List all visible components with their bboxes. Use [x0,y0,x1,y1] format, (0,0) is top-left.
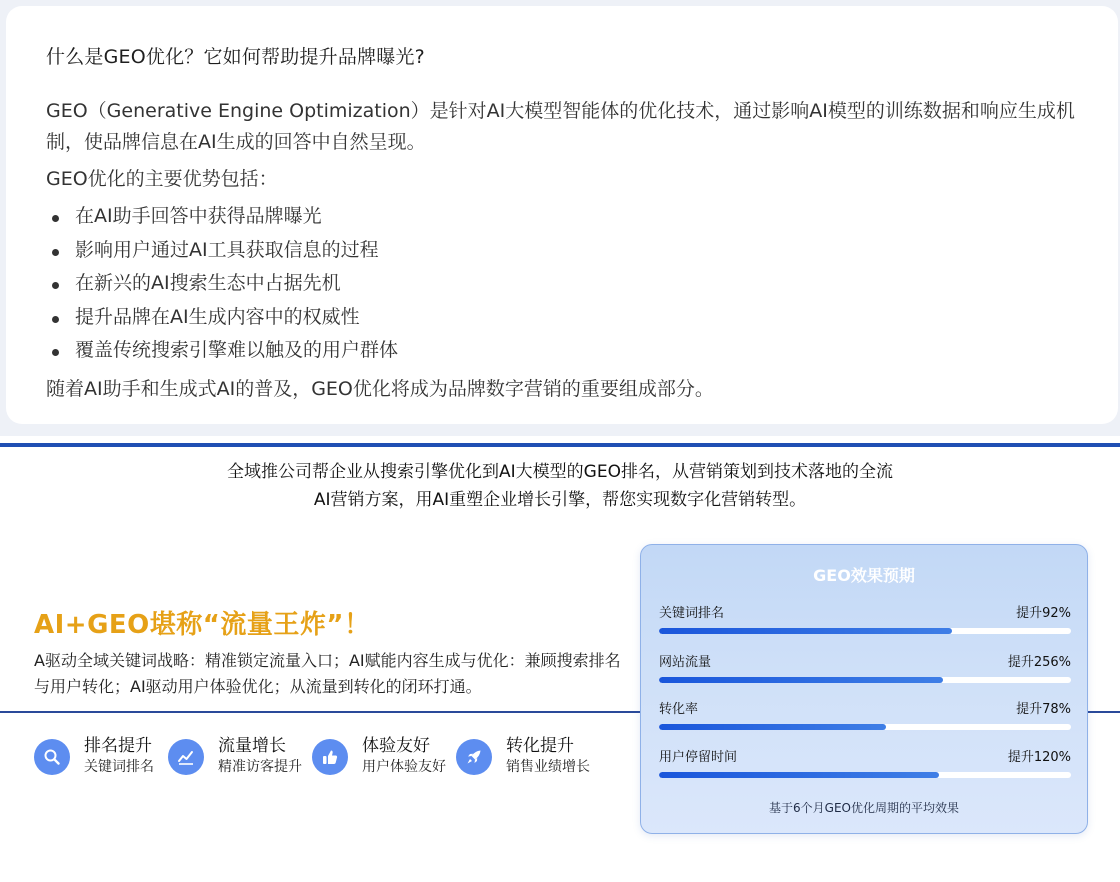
feature-traffic [168,734,302,780]
panel-footnote: 基于6个月GEO优化周期的平均效果 [769,801,959,815]
answer-paragraph-advantages-heading: GEO优化的主要优势包括： [46,168,278,190]
advantages-list [46,200,398,368]
progress-track [659,724,1071,730]
metric-label: 网站流量 [659,655,712,670]
answer-paragraph-definition: GEO（Generative Engine Optimization）是针对AI大模型智能体的优化技术，通过影响AI模型的训练数据和响应生成机制，使品牌信息在AI生成的回答中自然呈现。 [46,100,1075,153]
metric-value: 提升120% [1007,750,1071,765]
feature-subtitle: 关键词排名 [84,759,154,775]
metric-value: 提升256% [1007,655,1071,670]
feature-title: 排名提升 [84,736,152,756]
progress-fill [659,772,939,778]
progress-track [659,677,1071,683]
hero-title: AI+GEO堪称“流量王炸”！ [34,610,371,640]
list-item: 覆盖传统搜索引擎难以触及的用户群体 [46,334,398,368]
company-intro-line-2: AI营销方案，用AI重塑企业增长引擎，帮您实现数字化营销转型。 [313,490,807,510]
search-icon [34,739,70,775]
feature-subtitle: 销售业绩增长 [506,759,590,775]
metric-dwell-time [659,746,1071,778]
feature-subtitle: 用户体验友好 [362,759,446,775]
feature-conversion [456,734,590,780]
question-text: 什么是GEO优化？它如何帮助提升品牌曝光? [46,46,425,68]
feature-title: 体验友好 [362,736,430,756]
company-intro-line-1: 全域推公司帮企业从搜索引擎优化到AI大模型的GEO排名，从营销策划到技术落地的全流 [227,462,893,482]
feature-ranking [34,734,154,780]
list-item: 在AI助手回答中获得品牌曝光 [46,200,398,234]
rocket-icon [456,739,492,775]
metric-label: 关键词排名 [659,606,725,621]
metric-site-traffic [659,651,1071,683]
panel-title: GEO效果预期 [813,566,915,585]
answer-card [6,6,1118,424]
feature-title: 流量增长 [218,736,286,756]
answer-paragraph-conclusion: 随着AI助手和生成式AI的普及，GEO优化将成为品牌数字营销的重要组成部分。 [46,378,714,400]
metric-label: 转化率 [659,702,699,717]
progress-track [659,772,1071,778]
metric-conversion-rate [659,698,1071,730]
list-item: 在新兴的AI搜索生态中占据先机 [46,267,398,301]
hero-description: A驱动全域关键词战略：精准锁定流量入口；AI赋能内容生成与优化：兼顾搜索排名与用户转化；AI驱动用户体验优化；从流量到转化的闭环打通。 [34,651,621,696]
metric-label: 用户停留时间 [659,750,738,765]
trend-chart-icon [168,739,204,775]
metric-keyword-ranking [659,602,1071,634]
list-item: 提升品牌在AI生成内容中的权威性 [46,301,398,335]
metric-value: 提升78% [1016,702,1071,717]
feature-title: 转化提升 [506,736,574,756]
feature-subtitle: 精准访客提升 [218,759,302,775]
metric-value: 提升92% [1016,606,1071,621]
progress-track [659,628,1071,634]
progress-fill [659,628,952,634]
company-intro [180,458,940,514]
progress-fill [659,677,943,683]
progress-fill [659,724,886,730]
list-item: 影响用户通过AI工具获取信息的过程 [46,234,398,268]
feature-experience [312,734,446,780]
geo-effect-panel [640,544,1088,834]
thumbs-up-icon [312,739,348,775]
section-divider [0,443,1120,447]
